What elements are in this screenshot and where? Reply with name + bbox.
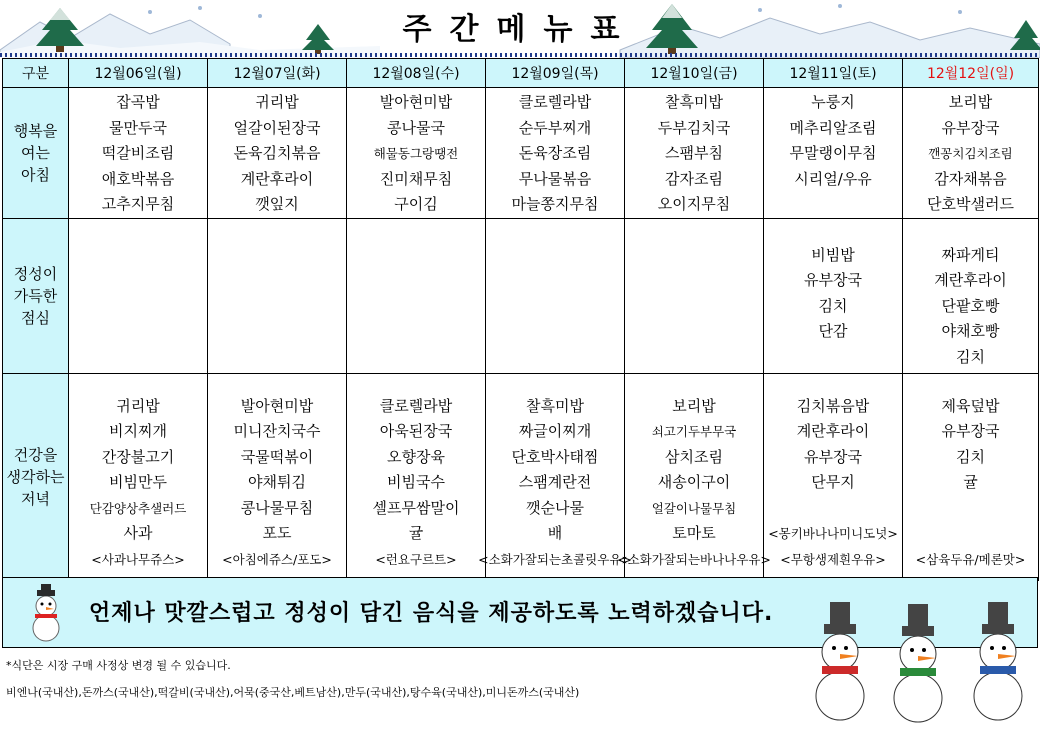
menu-item: <삼육두유/메론맛>	[915, 551, 1026, 567]
menu-item	[968, 496, 973, 522]
menu-item: 사과	[123, 524, 153, 542]
menu-item: 단감양상추샐러드	[89, 500, 187, 516]
menu-item: 김치	[818, 296, 848, 315]
menu-item: 순두부찌개	[518, 118, 592, 137]
menu-item: 고추지무침	[101, 195, 175, 213]
breakfast-label	[3, 88, 69, 219]
banner-message: 언제나 맛깔스럽고 정성이 담긴 음식을 제공하도록 노력하겠습니다.	[89, 601, 774, 626]
menu-item: 누룽지	[811, 93, 855, 111]
menu-cell	[69, 218, 208, 373]
menu-item: 귤	[963, 473, 978, 491]
menu-item: 계란후라이	[240, 169, 314, 188]
menu-item: 오이지무침	[657, 195, 731, 213]
menu-item: 깬꽁치김치조림	[928, 146, 1013, 161]
day-header-fri: 12월10일(금)	[625, 59, 764, 88]
menu-item: 애호박볶음	[101, 169, 175, 188]
menu-cell	[208, 88, 347, 219]
breakfast-row	[3, 88, 1039, 219]
menu-item: 셀프무쌈말이	[372, 498, 460, 517]
menu-item: 감자조림	[665, 169, 723, 188]
menu-item: 야채호빵	[941, 322, 1000, 340]
menu-item: 클로렐라밥	[379, 396, 453, 415]
row-label-line: 가득한	[13, 286, 58, 305]
origin-text: 비엔나(국내산),돈까스(국내산),떡갈비(국내산),어묵(중국산,베트남산),만두(국내산),탕수육(국내산),미니돈까스(국내산)	[6, 686, 580, 699]
menu-item: <런요구르트>	[375, 551, 457, 567]
menu-item: 비빔밥	[811, 245, 855, 264]
header-banner	[0, 0, 1040, 58]
menu-cell	[486, 218, 625, 373]
menu-cell	[625, 218, 764, 373]
snowman-icon	[816, 602, 864, 720]
menu-cell	[208, 373, 347, 580]
menu-cell	[764, 373, 903, 580]
row-label-line: 저녁	[21, 489, 50, 508]
category-header: 구분	[3, 59, 69, 88]
menu-item: 삼치조림	[665, 447, 723, 466]
snowman-icon	[974, 602, 1022, 720]
menu-item: 단호박사태찜	[511, 447, 599, 466]
menu-item: <소화가잘되는초콜릿우유>	[478, 551, 632, 567]
row-label-line: 여는	[21, 143, 50, 162]
menu-item: 미니잔치국수	[233, 422, 321, 440]
menu-cell	[764, 88, 903, 219]
menu-item: 잡곡밥	[116, 93, 160, 111]
menu-cell	[903, 218, 1039, 373]
menu-item: 야채튀김	[248, 473, 306, 491]
menu-item: 깻순나물	[526, 498, 584, 517]
day-header-wed: 12월08일(수)	[347, 59, 486, 88]
menu-cell	[347, 373, 486, 580]
menu-item: 떡갈비조림	[101, 144, 175, 162]
menu-item: 발아현미밥	[379, 93, 453, 111]
menu-item: 귀리밥	[255, 93, 299, 111]
menu-cell	[903, 373, 1039, 580]
menu-cell	[486, 88, 625, 219]
menu-item: 클로렐라밥	[518, 93, 592, 111]
menu-item: 얼갈이나물무침	[651, 500, 737, 516]
menu-item: 얼갈이된장국	[233, 118, 321, 137]
menu-item: 비빔국수	[387, 473, 445, 491]
menu-item: 유부장국	[941, 422, 1000, 440]
menu-item: 계란후라이	[934, 271, 1007, 289]
menu-cell	[69, 373, 208, 580]
menu-cell	[347, 218, 486, 373]
day-header-row	[3, 59, 1039, 88]
menu-item: <무항생제흰우유>	[780, 551, 886, 567]
page-title: 주간메뉴표	[402, 12, 638, 47]
snowman-icon	[894, 604, 942, 722]
menu-item: 무말랭이무침	[789, 144, 877, 162]
menu-item: 귤	[408, 524, 424, 542]
row-label-line: 정성이	[13, 264, 58, 283]
menu-item: <소화가잘되는바나나우유>	[617, 551, 771, 567]
menu-item: 단호박샐러드	[927, 195, 1014, 213]
menu-cell	[208, 218, 347, 373]
menu-item: 김치	[956, 347, 985, 366]
row-label-line: 행복을	[13, 121, 58, 140]
menu-cell	[903, 88, 1039, 219]
menu-item: 김치볶음밥	[796, 396, 870, 415]
menu-item: <사과나무쥬스>	[91, 551, 185, 567]
menu-item: 메추리알조림	[789, 118, 877, 137]
menu-item: 유부장국	[804, 447, 862, 466]
menu-cell	[625, 88, 764, 219]
menu-item: 쇠고기두부무국	[651, 424, 737, 439]
weekly-menu-table	[2, 58, 1039, 581]
snowman-icon	[21, 584, 71, 644]
menu-item: 유부장국	[941, 118, 1000, 137]
menu-item: 콩나물국	[387, 118, 445, 137]
menu-item: 비지찌개	[109, 422, 167, 440]
day-header-mon: 12월06일(월)	[69, 59, 208, 88]
row-label-line: 점심	[21, 308, 50, 327]
day-header-tue: 12월07일(화)	[208, 59, 347, 88]
menu-cell	[764, 218, 903, 373]
menu-cell	[69, 88, 208, 219]
menu-item: 토마토	[672, 524, 716, 542]
menu-item: 구이김	[394, 195, 438, 213]
menu-item: 간장불고기	[101, 447, 175, 466]
menu-item: 보리밥	[672, 396, 716, 415]
menu-item: 오향장육	[387, 447, 445, 466]
lunch-row	[3, 218, 1039, 373]
menu-item: 계란후라이	[796, 422, 870, 440]
menu-item: 귀리밥	[116, 396, 160, 415]
menu-item: 진미채무침	[379, 169, 453, 188]
menu-item: 포도	[262, 524, 292, 542]
dinner-row	[3, 373, 1039, 580]
menu-item: 두부김치국	[657, 118, 731, 137]
menu-item: <아침에쥬스/포도>	[222, 551, 332, 567]
menu-item: 돈육장조림	[518, 144, 592, 162]
row-label-line: 생각하는	[6, 467, 65, 486]
lunch-label	[3, 218, 69, 373]
menu-item: 제육덮밥	[941, 396, 1000, 415]
menu-item: 물만두국	[109, 118, 167, 137]
menu-item: 국물떡볶이	[240, 447, 314, 466]
row-label-line: 아침	[21, 165, 50, 184]
menu-item: 마늘쫑지무침	[511, 195, 599, 213]
menu-item: 돈육김치볶음	[233, 144, 321, 162]
menu-item: 단감	[818, 322, 848, 340]
menu-item: 발아현미밥	[240, 396, 314, 415]
menu-item: 김치	[956, 447, 985, 466]
menu-cell	[347, 88, 486, 219]
menu-item: 보리밥	[948, 93, 993, 111]
menu-cell	[617, 373, 771, 580]
menu-item: 단팥호빵	[941, 296, 1000, 315]
menu-item: 시리얼/우유	[794, 169, 872, 188]
menu-item: 무나물볶음	[518, 169, 592, 188]
menu-item	[968, 521, 973, 547]
menu-item: 새송이구이	[657, 473, 731, 491]
dinner-label	[3, 373, 69, 580]
menu-item: 아욱된장국	[379, 422, 453, 440]
menu-item: 해물동그랑땡전	[373, 146, 459, 161]
menu-item: <몽키바나나미니도넛>	[768, 526, 898, 541]
snowmen-illustration	[800, 596, 1040, 724]
menu-item: 콩나물무침	[240, 498, 314, 517]
menu-item: 찰흑미밥	[526, 396, 584, 415]
menu-item: 짜파게티	[941, 245, 1000, 264]
menu-item: 비빔만두	[109, 473, 167, 491]
menu-item: 스팸계란전	[518, 473, 592, 491]
menu-item: 찰흑미밥	[665, 93, 723, 111]
menu-item: 단무지	[811, 473, 855, 491]
row-label-line: 건강을	[13, 445, 58, 464]
day-header-sun: 12월12일(일)	[903, 59, 1039, 88]
menu-item: 깻잎지	[255, 195, 299, 213]
day-header-sat: 12월11일(토)	[764, 59, 903, 88]
notice-text: *식단은 시장 구매 사정상 변경 될 수 있습니다.	[6, 659, 231, 672]
menu-item: 짜글이찌개	[518, 422, 592, 440]
day-header-thu: 12월09일(목)	[486, 59, 625, 88]
menu-item: 유부장국	[804, 271, 862, 289]
menu-item: 배	[547, 524, 563, 542]
menu-item	[831, 496, 836, 522]
menu-item: 스팸부침	[665, 144, 723, 162]
menu-cell	[478, 373, 632, 580]
menu-item: 감자채볶음	[934, 169, 1007, 188]
